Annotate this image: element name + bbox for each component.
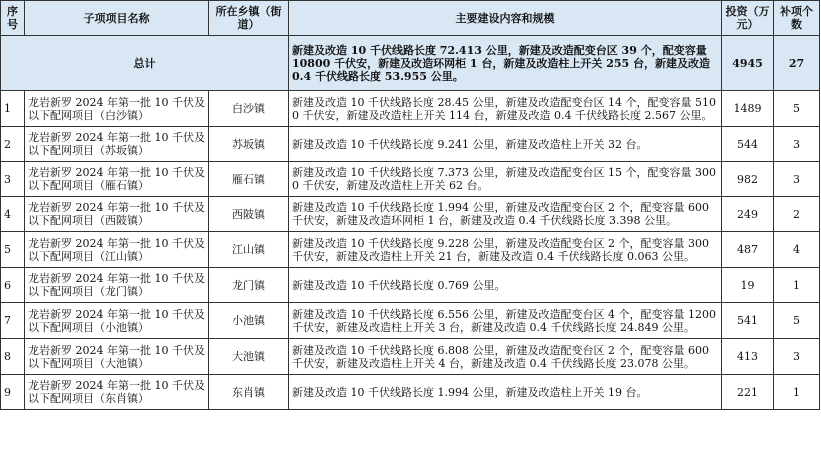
- row-invest: 487: [722, 232, 774, 268]
- row-seq: 4: [1, 197, 25, 232]
- table-row: [1, 91, 820, 127]
- row-name: 龙岩新罗 2024 年第一批 10 千伏及以下配网项目（白沙镇）: [25, 91, 209, 127]
- table-row: [1, 339, 820, 375]
- row-count: 3: [774, 162, 820, 197]
- row-count: 5: [774, 303, 820, 339]
- header-count: 补项个数: [774, 1, 820, 36]
- row-count: 1: [774, 375, 820, 410]
- row-count: 2: [774, 197, 820, 232]
- row-count: 3: [774, 339, 820, 375]
- row-name: 龙岩新罗 2024 年第一批 10 千伏及以下配网项目（西陂镇）: [25, 197, 209, 232]
- row-name: 龙岩新罗 2024 年第一批 10 千伏及以下配网项目（苏坂镇）: [25, 127, 209, 162]
- row-name: 龙岩新罗 2024 年第一批 10 千伏及以下配网项目（江山镇）: [25, 232, 209, 268]
- table-row: [1, 268, 820, 303]
- row-town: 西陂镇: [209, 197, 289, 232]
- row-seq: 8: [1, 339, 25, 375]
- table-row: [1, 127, 820, 162]
- row-content: 新建及改造 10 千伏线路长度 6.556 公里，新建及改造配变台区 4 个，配变容量 1200 千伏安，新建及改造柱上开关 3 台，新建及改造 0.4 千伏线路长度 24.849 公里。: [289, 303, 722, 339]
- header-seq: 序号: [1, 1, 25, 36]
- row-count: 4: [774, 232, 820, 268]
- total-row: [1, 36, 820, 91]
- row-content: 新建及改造 10 千伏线路长度 6.808 公里，新建及改造配变台区 2 个，配变容量 600 千伏安，新建及改造柱上开关 4 台，新建及改造 0.4 千伏线路长度 23.078 公里。: [289, 339, 722, 375]
- table-row: [1, 232, 820, 268]
- row-name: 龙岩新罗 2024 年第一批 10 千伏及以下配网项目（龙门镇）: [25, 268, 209, 303]
- header-invest: 投资（万元）: [722, 1, 774, 36]
- row-seq: 1: [1, 91, 25, 127]
- row-count: 3: [774, 127, 820, 162]
- row-count: 1: [774, 268, 820, 303]
- row-invest: 544: [722, 127, 774, 162]
- table-row: [1, 375, 820, 410]
- row-name: 龙岩新罗 2024 年第一批 10 千伏及以下配网项目（小池镇）: [25, 303, 209, 339]
- row-invest: 541: [722, 303, 774, 339]
- row-town: 苏坂镇: [209, 127, 289, 162]
- row-seq: 5: [1, 232, 25, 268]
- table-row: [1, 162, 820, 197]
- row-seq: 6: [1, 268, 25, 303]
- row-name: 龙岩新罗 2024 年第一批 10 千伏及以下配网项目（大池镇）: [25, 339, 209, 375]
- row-invest: 413: [722, 339, 774, 375]
- total-label: 总计: [1, 36, 289, 91]
- row-name: 龙岩新罗 2024 年第一批 10 千伏及以下配网项目（雁石镇）: [25, 162, 209, 197]
- row-town: 东肖镇: [209, 375, 289, 410]
- row-content: 新建及改造 10 千伏线路长度 9.241 公里，新建及改造柱上开关 32 台。: [289, 127, 722, 162]
- row-invest: 982: [722, 162, 774, 197]
- row-seq: 9: [1, 375, 25, 410]
- row-invest: 19: [722, 268, 774, 303]
- row-seq: 3: [1, 162, 25, 197]
- row-content: 新建及改造 10 千伏线路长度 1.994 公里，新建及改造柱上开关 19 台。: [289, 375, 722, 410]
- row-invest: 221: [722, 375, 774, 410]
- row-content: 新建及改造 10 千伏线路长度 28.45 公里，新建及改造配变台区 14 个，配变容量 5100 千伏安，新建及改造柱上开关 114 台，新建及改造 0.4 千伏线路长度 2.567 公里。: [289, 91, 722, 127]
- row-town: 白沙镇: [209, 91, 289, 127]
- row-town: 江山镇: [209, 232, 289, 268]
- header-name: 子项项目名称: [25, 1, 209, 36]
- total-invest: 4945: [722, 36, 774, 91]
- row-seq: 2: [1, 127, 25, 162]
- table-row: [1, 303, 820, 339]
- row-content: 新建及改造 10 千伏线路长度 7.373 公里，新建及改造配变台区 15 个，配变容量 3000 千伏安，新建及改造柱上开关 62 台。: [289, 162, 722, 197]
- row-invest: 1489: [722, 91, 774, 127]
- header-row: [1, 1, 820, 36]
- row-town: 龙门镇: [209, 268, 289, 303]
- total-count: 27: [774, 36, 820, 91]
- row-seq: 7: [1, 303, 25, 339]
- row-content: 新建及改造 10 千伏线路长度 1.994 公里，新建及改造配变台区 2 个，配变容量 600 千伏安，新建及改造环网柜 1 台，新建及改造 0.4 千伏线路长度 3.398 公里。: [289, 197, 722, 232]
- row-town: 大池镇: [209, 339, 289, 375]
- row-count: 5: [774, 91, 820, 127]
- table-row: [1, 197, 820, 232]
- row-content: 新建及改造 10 千伏线路长度 9.228 公里，新建及改造配变台区 2 个，配变容量 300 千伏安，新建及改造柱上开关 21 台，新建及改造 0.4 千伏线路长度 0.063 公里。: [289, 232, 722, 268]
- row-town: 小池镇: [209, 303, 289, 339]
- total-content: 新建及改造 10 千伏线路长度 72.413 公里，新建及改造配变台区 39 个，配变容量 10800 千伏安，新建及改造环网柜 1 台，新建及改造柱上开关 255 台，新建及改造 0.4 千伏线路长度 53.955 公里。: [289, 36, 722, 91]
- row-town: 雁石镇: [209, 162, 289, 197]
- header-town: 所在乡镇（街道）: [209, 1, 289, 36]
- row-name: 龙岩新罗 2024 年第一批 10 千伏及以下配网项目（东肖镇）: [25, 375, 209, 410]
- row-invest: 249: [722, 197, 774, 232]
- row-content: 新建及改造 10 千伏线路长度 0.769 公里。: [289, 268, 722, 303]
- header-content: 主要建设内容和规模: [289, 1, 722, 36]
